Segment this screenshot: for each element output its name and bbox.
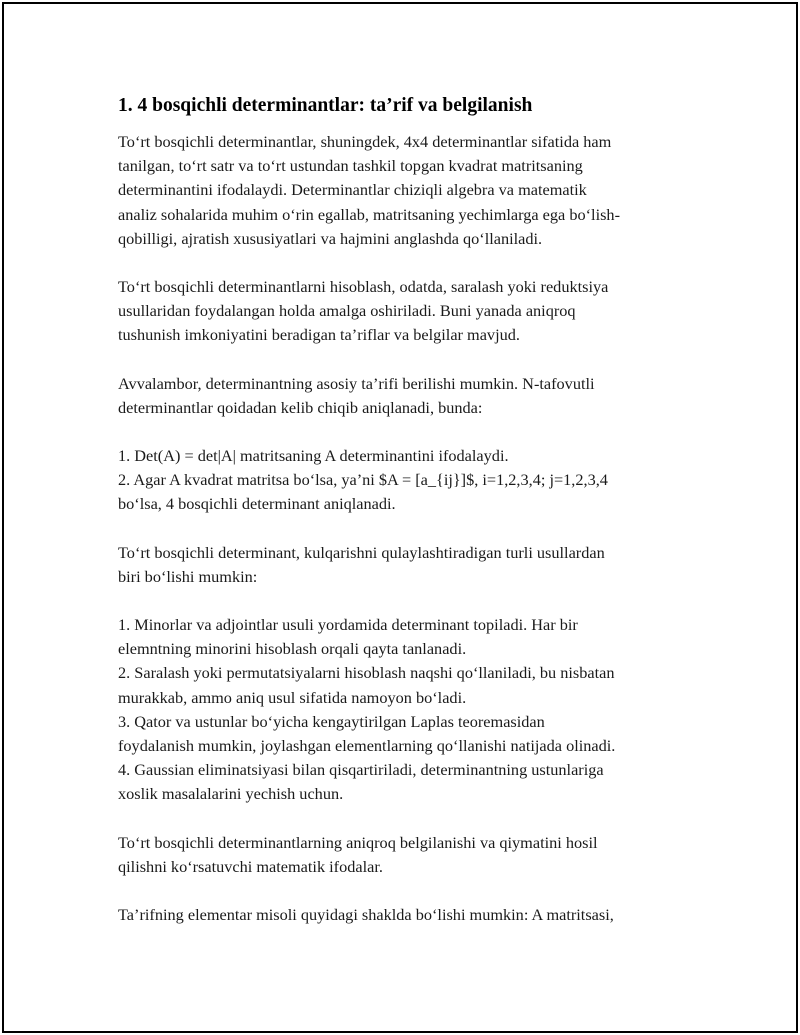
list-item: 1. Det(A) = det|A| matritsaning A determinantini ifodalaydi. <box>118 446 509 466</box>
paragraph-methods-intro <box>118 541 688 589</box>
paragraph-expressions <box>118 831 688 879</box>
paragraph-calculation <box>118 275 688 348</box>
list-item: murakkab, ammo aniq usul sifatida namoyon bo‘ladi. <box>118 687 467 707</box>
text-line: Avvalambor, determinantning asosiy ta’rifi berilishi mumkin. N-tafovutli <box>118 373 595 393</box>
section-heading: 1. 4 bosqichli determinantlar: ta’rif va belgilanish <box>118 95 533 116</box>
text-line: tushunish imkoniyatini beradigan ta’riflar va belgilar mavjud. <box>118 325 520 345</box>
list-item: 1. Minorlar va adjointlar usuli yordamida determinant topiladi. Har bir <box>118 615 578 635</box>
text-line: To‘rt bosqichli determinantlar, shuningdek, 4x4 determinantlar sifatida ham <box>118 132 612 151</box>
paragraph-example <box>118 903 688 927</box>
list-item: 3. Qator va ustunlar bo‘yicha kengaytirilgan Laplas teoremasidan <box>118 711 545 731</box>
text-line: usullaridan foydalangan holda amalga oshiriladi. Buni yanada aniqroq <box>118 301 576 321</box>
list-item: foydalanish mumkin, joylashgan elementlarning qo‘llanishi natijada olinadi. <box>118 736 616 756</box>
paragraph-intro <box>118 130 688 251</box>
text-line: To‘rt bosqichli determinant, kulqarishni qulaylashtiradigan turli usullardan <box>118 542 605 562</box>
text-line: Ta’rifning elementar misoli quyidagi shaklda bo‘lishi mumkin: A matritsasi, <box>118 905 614 925</box>
document-body <box>118 92 688 951</box>
text-line: tanilgan, to‘rt satr va to‘rt ustundan tashkil topgan kvadrat matritsaning <box>118 156 583 176</box>
list-item: xoslik masalalarini yechish uchun. <box>118 784 344 804</box>
list-item: 2. Agar A kvadrat matritsa bo‘lsa, ya’ni $A = [a_{ij}]$, i=1,2,3,4; j=1,2,3,4 <box>118 470 608 490</box>
text-line: determinantini ifodalaydi. Determinantlar chiziqli algebra va matematik <box>118 180 587 200</box>
definition-list <box>118 444 688 517</box>
text-line: To‘rt bosqichli determinantlarning aniqroq belgilanishi va qiymatini hosil <box>118 832 598 852</box>
list-item: 2. Saralash yoki permutatsiyalarni hisoblash naqshi qo‘llaniladi, bu nisbatan <box>118 663 615 683</box>
text-line: analiz sohalarida muhim o‘rin egallab, matritsaning yechimlarga ega bo‘lish- <box>118 204 620 224</box>
text-line: qobilligi, ajratish xususiyatlari va hajmini anglashda qo‘llaniladi. <box>118 228 543 248</box>
text-line: qilishni ko‘rsatuvchi matematik ifodalar. <box>118 856 383 876</box>
methods-list <box>118 613 688 807</box>
text-line: determinantlar qoidadan kelib chiqib aniqlanadi, bunda: <box>118 397 483 417</box>
text-line: To‘rt bosqichli determinantlarni hisoblash, odatda, saralash yoki reduktsiya <box>118 277 609 297</box>
paragraph-definition <box>118 372 688 420</box>
list-item: bo‘lsa, 4 bosqichli determinant aniqlanadi. <box>118 494 396 514</box>
text-line: biri bo‘lishi mumkin: <box>118 566 258 586</box>
list-item: 4. Gaussian eliminatsiyasi bilan qisqartiriladi, determinantning ustunlariga <box>118 760 604 780</box>
list-item: elemntning minorini hisoblash orqali qayta tanlanadi. <box>118 639 467 659</box>
